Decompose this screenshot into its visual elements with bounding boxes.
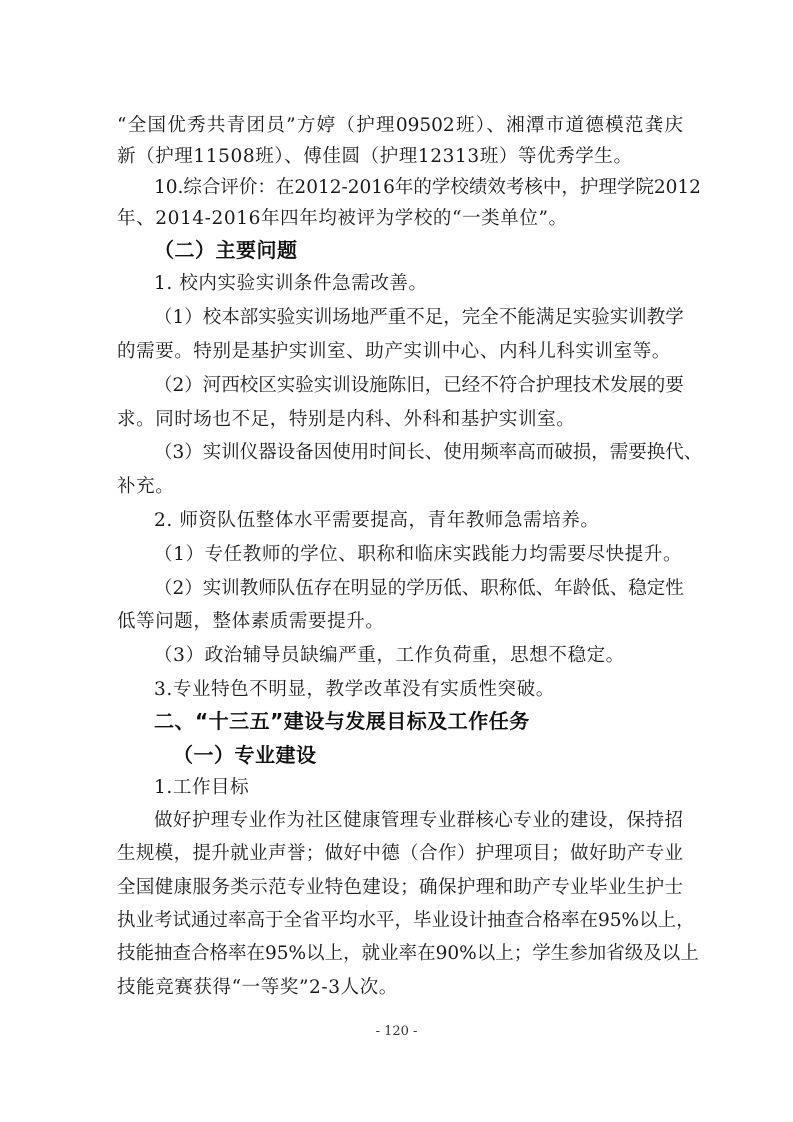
body-line: 做好护理专业作为社区健康管理专业群核心专业的建设，保持招 <box>154 810 683 831</box>
page-number: - 120 - <box>375 1024 418 1039</box>
body-line: 全国健康服务类示范专业特色建设；确保护理和助产专业毕业生护士 <box>117 877 683 898</box>
subsection-heading-major: （一）专业建设 <box>173 743 317 767</box>
body-line: 生规模，提升就业声誉；做好中德（合作）护理项目；做好助产专业 <box>117 843 683 864</box>
body-line: 执业考试通过率高于全省平均水平，毕业设计抽查合格率在95%以上， <box>117 910 695 931</box>
list-item: 1. 校内实验实训条件急需改善。 <box>154 273 428 294</box>
body-line: 年、2014-2016年四年均被评为学校的“一类单位”。 <box>117 208 568 229</box>
body-line: 求。同时场也不足，特别是内科、外科和基护实训室。 <box>117 409 576 430</box>
body-line: 技能竞赛获得“一等奖”2-3人次。 <box>117 977 398 998</box>
section-heading-goals: 二、“十三五”建设与发展目标及工作任务 <box>154 709 530 733</box>
body-line: （3）政治辅导员缺编严重，工作负荷重，思想不稳定。 <box>154 645 625 666</box>
body-line: 补充。 <box>117 476 175 497</box>
body-line: （3）实训仪器设备因使用时间长、使用频率高而破损，需要换代、 <box>154 442 703 463</box>
section-heading-problems: （二）主要问题 <box>154 238 298 262</box>
body-line: 技能抽查合格率在95%以上，就业率在90%以上；学生参加省级及以上 <box>117 943 699 964</box>
body-line: 新（护理11508班）、傅佳圆（护理12313班）等优秀学生。 <box>117 146 633 167</box>
body-line: （1）校本部实验实训场地严重不足，完全不能满足实验实训教学 <box>154 307 684 328</box>
document-page <box>117 0 703 1122</box>
body-line: （2）河西校区实验实训设施陈旧，已经不符合护理技术发展的要 <box>154 375 684 396</box>
body-line: 低等问题，整体素质需要提升。 <box>117 611 385 632</box>
body-line: （1）专任教师的学位、职称和临床实践能力均需要尽快提升。 <box>154 544 683 565</box>
body-line: 1.工作目标 <box>154 777 250 798</box>
list-item: 3.专业特色不明显，教学改革没有实质性突破。 <box>154 679 555 700</box>
body-line: “全国优秀共青团员”方婷（护理09502班）、湘潭市道德模范龚庆 <box>117 115 683 136</box>
body-line: 的需要。特别是基护实训室、助产实训中心、内科儿科实训室等。 <box>117 341 671 362</box>
body-line: （2）实训教师队伍存在明显的学历低、职称低、年龄低、稳定性 <box>154 578 684 599</box>
body-line: 10.综合评价：在2012-2016年的学校绩效考核中，护理学院2012 <box>154 177 701 198</box>
list-item: 2. 师资队伍整体水平需要提高，青年教师急需培养。 <box>154 510 600 531</box>
